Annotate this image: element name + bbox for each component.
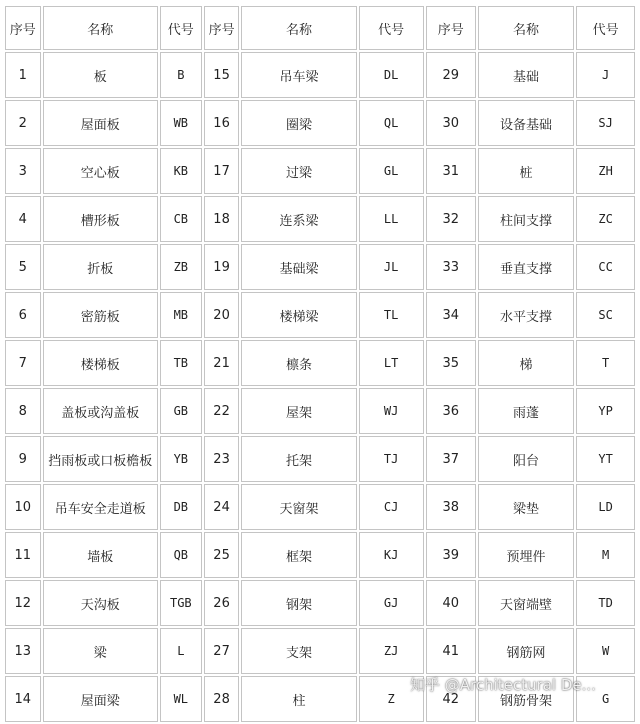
code-cell: B xyxy=(160,52,202,98)
name-cell: 檩条 xyxy=(241,340,356,386)
index-cell: 31 xyxy=(426,148,476,194)
name-cell: 基础梁 xyxy=(241,244,356,290)
index-cell: 25 xyxy=(204,532,240,578)
code-cell: WL xyxy=(160,676,202,722)
index-cell: 6 xyxy=(5,292,41,338)
code-cell: CC xyxy=(576,244,635,290)
table-row xyxy=(5,244,635,290)
code-cell: DL xyxy=(359,52,424,98)
index-cell: 13 xyxy=(5,628,41,674)
index-cell: 15 xyxy=(204,52,240,98)
table-row xyxy=(5,436,635,482)
code-cell: LT xyxy=(359,340,424,386)
index-cell: 38 xyxy=(426,484,476,530)
index-cell: 17 xyxy=(204,148,240,194)
index-cell: 20 xyxy=(204,292,240,338)
code-cell: W xyxy=(576,628,635,674)
index-cell: 21 xyxy=(204,340,240,386)
code-cell: SC xyxy=(576,292,635,338)
index-cell: 2 xyxy=(5,100,41,146)
code-cell: QB xyxy=(160,532,202,578)
code-cell: TGB xyxy=(160,580,202,626)
table-body xyxy=(5,52,635,722)
index-cell: 35 xyxy=(426,340,476,386)
index-cell: 16 xyxy=(204,100,240,146)
name-cell: 圈梁 xyxy=(241,100,356,146)
index-cell: 37 xyxy=(426,436,476,482)
table-row xyxy=(5,532,635,578)
name-cell: 天窗端壁 xyxy=(478,580,574,626)
table-row xyxy=(5,196,635,242)
index-cell: 19 xyxy=(204,244,240,290)
name-cell: 密筋板 xyxy=(43,292,158,338)
code-cell: KJ xyxy=(359,532,424,578)
code-cell: LD xyxy=(576,484,635,530)
code-cell: G xyxy=(576,676,635,722)
code-cell: J xyxy=(576,52,635,98)
table-row xyxy=(5,580,635,626)
code-cell: CB xyxy=(160,196,202,242)
index-cell: 39 xyxy=(426,532,476,578)
name-cell: 盖板或沟盖板 xyxy=(43,388,158,434)
name-cell: 空心板 xyxy=(43,148,158,194)
code-cell: JL xyxy=(359,244,424,290)
header-cell-code: 代号 xyxy=(576,6,635,50)
code-cell: GL xyxy=(359,148,424,194)
structural-member-code-table xyxy=(3,4,637,724)
table-container xyxy=(3,4,637,724)
name-cell: 吊车安全走道板 xyxy=(43,484,158,530)
code-cell: ZH xyxy=(576,148,635,194)
name-cell: 槽形板 xyxy=(43,196,158,242)
index-cell: 22 xyxy=(204,388,240,434)
index-cell: 11 xyxy=(5,532,41,578)
index-cell: 30 xyxy=(426,100,476,146)
name-cell: 墙板 xyxy=(43,532,158,578)
index-cell: 10 xyxy=(5,484,41,530)
name-cell: 预埋件 xyxy=(478,532,574,578)
table-row xyxy=(5,100,635,146)
code-cell: WJ xyxy=(359,388,424,434)
index-cell: 18 xyxy=(204,196,240,242)
index-cell: 36 xyxy=(426,388,476,434)
code-cell: GB xyxy=(160,388,202,434)
index-cell: 28 xyxy=(204,676,240,722)
name-cell: 梁垫 xyxy=(478,484,574,530)
header-cell-index: 序号 xyxy=(204,6,240,50)
index-cell: 3 xyxy=(5,148,41,194)
code-cell: WB xyxy=(160,100,202,146)
code-cell: CJ xyxy=(359,484,424,530)
name-cell: 框架 xyxy=(241,532,356,578)
code-cell: T xyxy=(576,340,635,386)
header-row xyxy=(5,6,635,50)
code-cell: YB xyxy=(160,436,202,482)
name-cell: 钢筋网 xyxy=(478,628,574,674)
table-row xyxy=(5,340,635,386)
code-cell: TD xyxy=(576,580,635,626)
name-cell: 托架 xyxy=(241,436,356,482)
code-cell: ZC xyxy=(576,196,635,242)
code-cell: ZJ xyxy=(359,628,424,674)
header-cell-name: 名称 xyxy=(478,6,574,50)
header-cell-code: 代号 xyxy=(359,6,424,50)
header-cell-name: 名称 xyxy=(241,6,356,50)
header-cell-index: 序号 xyxy=(5,6,41,50)
code-cell: QL xyxy=(359,100,424,146)
name-cell: 连系梁 xyxy=(241,196,356,242)
index-cell: 29 xyxy=(426,52,476,98)
code-cell: KB xyxy=(160,148,202,194)
name-cell: 阳台 xyxy=(478,436,574,482)
name-cell: 楼梯梁 xyxy=(241,292,356,338)
code-cell: YT xyxy=(576,436,635,482)
index-cell: 33 xyxy=(426,244,476,290)
name-cell: 桩 xyxy=(478,148,574,194)
name-cell: 梯 xyxy=(478,340,574,386)
name-cell: 吊车梁 xyxy=(241,52,356,98)
code-cell: L xyxy=(160,628,202,674)
table-row xyxy=(5,52,635,98)
name-cell: 挡雨板或口板檐板 xyxy=(43,436,158,482)
name-cell: 钢架 xyxy=(241,580,356,626)
name-cell: 基础 xyxy=(478,52,574,98)
code-cell: ZB xyxy=(160,244,202,290)
name-cell: 支架 xyxy=(241,628,356,674)
name-cell: 折板 xyxy=(43,244,158,290)
table-row xyxy=(5,292,635,338)
table-row xyxy=(5,676,635,722)
table-row xyxy=(5,148,635,194)
table-row xyxy=(5,388,635,434)
code-cell: DB xyxy=(160,484,202,530)
index-cell: 14 xyxy=(5,676,41,722)
name-cell: 梁 xyxy=(43,628,158,674)
name-cell: 屋面梁 xyxy=(43,676,158,722)
name-cell: 过梁 xyxy=(241,148,356,194)
name-cell: 柱间支撑 xyxy=(478,196,574,242)
index-cell: 4 xyxy=(5,196,41,242)
header-cell-index: 序号 xyxy=(426,6,476,50)
name-cell: 屋架 xyxy=(241,388,356,434)
name-cell: 水平支撑 xyxy=(478,292,574,338)
index-cell: 8 xyxy=(5,388,41,434)
index-cell: 26 xyxy=(204,580,240,626)
code-cell: TJ xyxy=(359,436,424,482)
name-cell: 设备基础 xyxy=(478,100,574,146)
header-cell-name: 名称 xyxy=(43,6,158,50)
name-cell: 板 xyxy=(43,52,158,98)
index-cell: 24 xyxy=(204,484,240,530)
name-cell: 钢筋骨架 xyxy=(478,676,574,722)
index-cell: 40 xyxy=(426,580,476,626)
name-cell: 楼梯板 xyxy=(43,340,158,386)
index-cell: 23 xyxy=(204,436,240,482)
code-cell: TL xyxy=(359,292,424,338)
code-cell: TB xyxy=(160,340,202,386)
code-cell: M xyxy=(576,532,635,578)
code-cell: SJ xyxy=(576,100,635,146)
name-cell: 天沟板 xyxy=(43,580,158,626)
header-cell-code: 代号 xyxy=(160,6,202,50)
name-cell: 垂直支撑 xyxy=(478,244,574,290)
index-cell: 5 xyxy=(5,244,41,290)
index-cell: 34 xyxy=(426,292,476,338)
name-cell: 屋面板 xyxy=(43,100,158,146)
table-row xyxy=(5,484,635,530)
watermark-text: 知乎 @Architectural De... xyxy=(410,676,596,694)
index-cell: 7 xyxy=(5,340,41,386)
name-cell: 天窗架 xyxy=(241,484,356,530)
table-row xyxy=(5,628,635,674)
index-cell: 27 xyxy=(204,628,240,674)
index-cell: 42 xyxy=(426,676,476,722)
code-cell: LL xyxy=(359,196,424,242)
name-cell: 柱 xyxy=(241,676,356,722)
code-cell: YP xyxy=(576,388,635,434)
name-cell: 雨蓬 xyxy=(478,388,574,434)
index-cell: 41 xyxy=(426,628,476,674)
index-cell: 12 xyxy=(5,580,41,626)
index-cell: 32 xyxy=(426,196,476,242)
code-cell: GJ xyxy=(359,580,424,626)
code-cell: MB xyxy=(160,292,202,338)
index-cell: 1 xyxy=(5,52,41,98)
code-cell: Z xyxy=(359,676,424,722)
index-cell: 9 xyxy=(5,436,41,482)
